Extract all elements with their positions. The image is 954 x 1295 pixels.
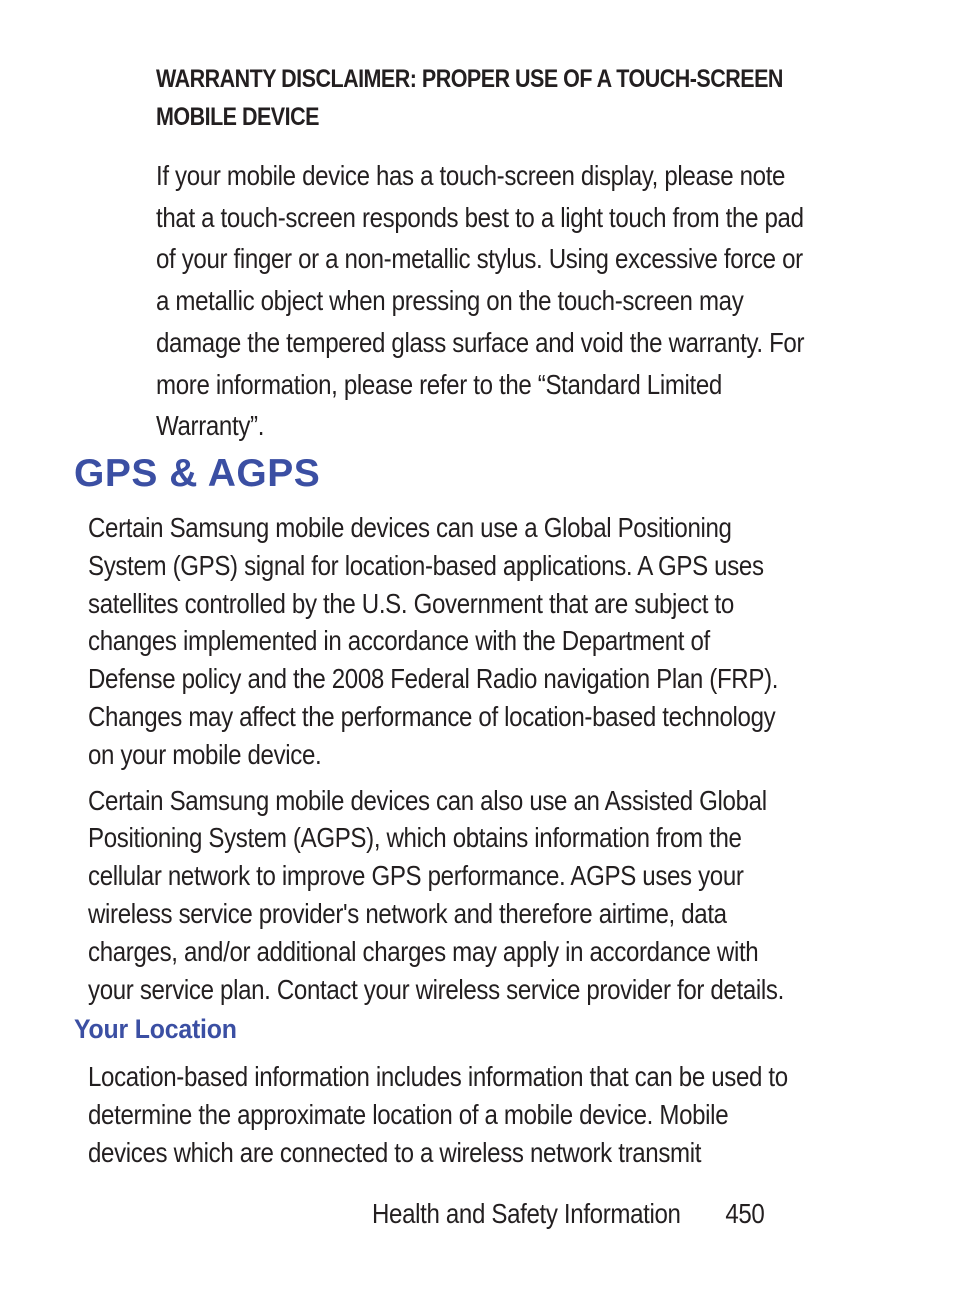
gps-paragraph-1: [88, 509, 862, 774]
text-line: that a touch-screen responds best to a light touch from the pad: [156, 201, 804, 233]
text-line: Certain Samsung mobile devices can also use an Assisted Global: [88, 784, 767, 816]
text-line: a metallic object when pressing on the touch-screen may: [156, 285, 744, 317]
text-line: satellites controlled by the U.S. Government that are subject to: [88, 587, 734, 619]
text-line: wireless service provider's network and therefore airtime, data: [88, 897, 727, 929]
gps-section-body: [88, 509, 888, 1008]
warranty-heading-line: WARRANTY DISCLAIMER: PROPER USE OF A TOUCH-SCREEN: [156, 65, 783, 93]
gps-paragraph-2: [88, 782, 862, 1009]
section-title-gps-agps: GPS & AGPS: [74, 452, 321, 495]
text-line: cellular network to improve GPS performance. AGPS uses your: [88, 860, 744, 892]
text-line: more information, please refer to the “Standard Limited: [156, 368, 722, 400]
page-footer: [372, 1197, 764, 1231]
text-line: Changes may affect the performance of location-based technology: [88, 700, 776, 732]
warranty-body: [156, 155, 861, 447]
text-line: charges, and/or additional charges may apply in accordance with: [88, 935, 759, 967]
text-line: Location-based information includes information that can be used to: [88, 1061, 788, 1092]
text-line: Warranty”.: [156, 410, 265, 442]
warranty-heading-line: MOBILE DEVICE: [156, 103, 319, 131]
location-paragraph: [88, 1058, 862, 1171]
text-line: changes implemented in accordance with the Department of: [88, 625, 710, 657]
text-line: devices which are connected to a wireless network transmit: [88, 1136, 702, 1168]
subsection-title-your-location: Your Location: [74, 1014, 237, 1044]
text-line: of your finger or a non-metallic stylus. Using excessive force or: [156, 243, 803, 275]
warranty-disclaimer-block: [156, 60, 861, 447]
text-line: Positioning System (AGPS), which obtains information from the: [88, 822, 742, 854]
warranty-heading: [156, 60, 844, 136]
text-line: If your mobile device has a touch-screen display, please note: [156, 160, 786, 191]
location-section-body: [88, 1058, 888, 1171]
text-line: your service plan. Contact your wireless service provider for details.: [88, 973, 784, 1005]
text-line: damage the tempered glass surface and void the warranty. For: [156, 326, 805, 358]
text-line: determine the approximate location of a mobile device. Mobile: [88, 1098, 729, 1130]
text-line: Certain Samsung mobile devices can use a Global Positioning: [88, 512, 732, 543]
text-line: Defense policy and the 2008 Federal Radio navigation Plan (FRP).: [88, 663, 779, 695]
text-line: System (GPS) signal for location-based applications. A GPS uses: [88, 549, 764, 581]
text-line: on your mobile device.: [88, 738, 322, 770]
page-number: 450: [725, 1198, 765, 1229]
footer-section-name: Health and Safety Information: [372, 1198, 681, 1229]
